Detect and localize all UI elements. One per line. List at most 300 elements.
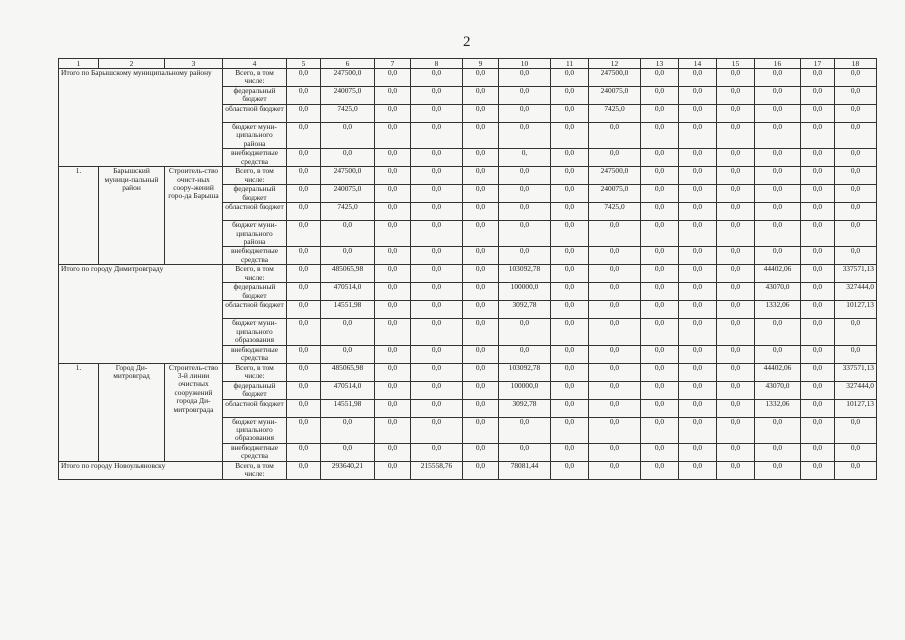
value-cell: 0,0 bbox=[411, 123, 463, 149]
value-cell: 0,0 bbox=[375, 301, 411, 319]
value-cell: 0,0 bbox=[375, 167, 411, 185]
value-cell: 0,0 bbox=[463, 345, 499, 363]
value-cell: 0,0 bbox=[411, 301, 463, 319]
value-cell: 0,0 bbox=[679, 87, 717, 105]
value-cell: 0,0 bbox=[375, 381, 411, 399]
value-cell: 0,0 bbox=[375, 265, 411, 283]
value-cell: 0,0 bbox=[375, 69, 411, 87]
value-cell: 0,0 bbox=[801, 221, 835, 247]
summary-label: Итого по Барышскому муниципальному району bbox=[59, 69, 223, 167]
value-cell: 0,0 bbox=[287, 319, 321, 345]
value-cell: 0,0 bbox=[551, 301, 589, 319]
value-cell: 0,0 bbox=[411, 283, 463, 301]
value-cell: 0,0 bbox=[287, 87, 321, 105]
value-cell: 0,0 bbox=[755, 167, 801, 185]
funding-source-label: Всего, в том числе: bbox=[223, 363, 287, 381]
value-cell: 0,0 bbox=[679, 185, 717, 203]
value-cell: 0,0 bbox=[641, 381, 679, 399]
value-cell: 0,0 bbox=[411, 443, 463, 461]
value-cell: 0,0 bbox=[717, 203, 755, 221]
value-cell: 0,0 bbox=[641, 399, 679, 417]
value-cell: 0,0 bbox=[551, 265, 589, 283]
value-cell: 0,0 bbox=[835, 167, 877, 185]
value-cell: 0,0 bbox=[375, 363, 411, 381]
value-cell: 0,0 bbox=[755, 105, 801, 123]
value-cell: 0,0 bbox=[679, 203, 717, 221]
value-cell: 0,0 bbox=[287, 417, 321, 443]
value-cell: 0,0 bbox=[463, 203, 499, 221]
column-header: 18 bbox=[835, 59, 877, 69]
funding-source-label: областной бюджет bbox=[223, 301, 287, 319]
value-cell: 0,0 bbox=[679, 301, 717, 319]
value-cell: 0,0 bbox=[551, 399, 589, 417]
value-cell: 0,0 bbox=[641, 185, 679, 203]
value-cell: 0,0 bbox=[287, 283, 321, 301]
value-cell: 0,0 bbox=[679, 345, 717, 363]
funding-source-label: внебюджетные средства bbox=[223, 443, 287, 461]
value-cell: 327444,0 bbox=[835, 283, 877, 301]
value-cell: 0,0 bbox=[411, 149, 463, 167]
value-cell: 0,0 bbox=[463, 221, 499, 247]
value-cell: 0,0 bbox=[287, 149, 321, 167]
value-cell: 0,0 bbox=[717, 345, 755, 363]
value-cell: 0,0 bbox=[499, 345, 551, 363]
value-cell: 14551,98 bbox=[321, 301, 375, 319]
value-cell: 337571,13 bbox=[835, 363, 877, 381]
summary-row bbox=[59, 69, 877, 87]
value-cell: 0,0 bbox=[375, 123, 411, 149]
column-header: 5 bbox=[287, 59, 321, 69]
value-cell: 0,0 bbox=[679, 381, 717, 399]
value-cell: 0,0 bbox=[551, 417, 589, 443]
value-cell: 0,0 bbox=[463, 123, 499, 149]
value-cell: 0,0 bbox=[835, 87, 877, 105]
value-cell: 7425,0 bbox=[321, 105, 375, 123]
value-cell: 0,0 bbox=[411, 247, 463, 265]
value-cell: 14551,98 bbox=[321, 399, 375, 417]
value-cell: 0,0 bbox=[287, 265, 321, 283]
value-cell: 0,0 bbox=[835, 123, 877, 149]
value-cell: 1332,06 bbox=[755, 399, 801, 417]
value-cell: 0,0 bbox=[755, 123, 801, 149]
funding-source-label: Всего, в том числе: bbox=[223, 69, 287, 87]
value-cell: 0,0 bbox=[717, 363, 755, 381]
value-cell: 0,0 bbox=[801, 399, 835, 417]
value-cell: 0,0 bbox=[717, 265, 755, 283]
value-cell: 0,0 bbox=[717, 319, 755, 345]
value-cell: 0,0 bbox=[411, 417, 463, 443]
value-cell: 0,0 bbox=[551, 167, 589, 185]
value-cell: 0,0 bbox=[755, 87, 801, 105]
value-cell: 0,0 bbox=[589, 283, 641, 301]
value-cell: 0,0 bbox=[755, 417, 801, 443]
value-cell: 0,0 bbox=[801, 69, 835, 87]
value-cell: 0,0 bbox=[463, 301, 499, 319]
value-cell: 1332,06 bbox=[755, 301, 801, 319]
funding-source-label: внебюджетные средства bbox=[223, 247, 287, 265]
value-cell: 485065,98 bbox=[321, 265, 375, 283]
value-cell: 0,0 bbox=[287, 363, 321, 381]
value-cell: 0,0 bbox=[411, 69, 463, 87]
value-cell: 0,0 bbox=[287, 443, 321, 461]
value-cell: 103092,78 bbox=[499, 265, 551, 283]
value-cell: 3092,78 bbox=[499, 301, 551, 319]
value-cell: 0,0 bbox=[411, 185, 463, 203]
value-cell: 0,0 bbox=[287, 345, 321, 363]
value-cell: 0,0 bbox=[463, 265, 499, 283]
funding-source-label: областной бюджет bbox=[223, 203, 287, 221]
value-cell: 0,0 bbox=[835, 105, 877, 123]
value-cell: 0,0 bbox=[641, 247, 679, 265]
column-header: 15 bbox=[717, 59, 755, 69]
value-cell: 0,0 bbox=[641, 265, 679, 283]
value-cell: 0,0 bbox=[801, 87, 835, 105]
value-cell: 0,0 bbox=[287, 381, 321, 399]
value-cell: 0,0 bbox=[499, 247, 551, 265]
column-header: 7 bbox=[375, 59, 411, 69]
column-header: 11 bbox=[551, 59, 589, 69]
value-cell: 0,0 bbox=[499, 167, 551, 185]
value-cell: 0,0 bbox=[551, 247, 589, 265]
funding-source-label: бюджет муни-ципального образования bbox=[223, 417, 287, 443]
value-cell: 10127,13 bbox=[835, 399, 877, 417]
value-cell: 0,0 bbox=[551, 461, 589, 479]
item-name: Строитель-ство 3-й линии очистных сооружений города Ди-митровграда bbox=[165, 363, 223, 461]
value-cell: 0,0 bbox=[589, 399, 641, 417]
value-cell: 10127,13 bbox=[835, 301, 877, 319]
value-cell: 0,0 bbox=[679, 265, 717, 283]
value-cell: 0,0 bbox=[321, 247, 375, 265]
funding-source-label: Всего, в том числе: bbox=[223, 167, 287, 185]
value-cell: 0,0 bbox=[835, 69, 877, 87]
value-cell: 0,0 bbox=[801, 185, 835, 203]
value-cell: 0,0 bbox=[375, 443, 411, 461]
value-cell: 100000,0 bbox=[499, 381, 551, 399]
value-cell: 0,0 bbox=[411, 319, 463, 345]
value-cell: 0,0 bbox=[375, 461, 411, 479]
value-cell: 0,0 bbox=[463, 417, 499, 443]
value-cell: 7425,0 bbox=[321, 203, 375, 221]
value-cell: 0,0 bbox=[835, 221, 877, 247]
item-number: 1. bbox=[59, 167, 99, 265]
value-cell: 240075,0 bbox=[321, 185, 375, 203]
value-cell: 100000,0 bbox=[499, 283, 551, 301]
value-cell: 103092,78 bbox=[499, 363, 551, 381]
value-cell: 0,0 bbox=[375, 319, 411, 345]
value-cell: 0,0 bbox=[641, 105, 679, 123]
column-header: 6 bbox=[321, 59, 375, 69]
value-cell: 470514,0 bbox=[321, 381, 375, 399]
funding-source-label: областной бюджет bbox=[223, 399, 287, 417]
value-cell: 0,0 bbox=[835, 443, 877, 461]
item-row bbox=[59, 167, 877, 185]
value-cell: 0,0 bbox=[801, 149, 835, 167]
value-cell: 0,0 bbox=[835, 149, 877, 167]
value-cell: 0,0 bbox=[589, 461, 641, 479]
value-cell: 0,0 bbox=[551, 123, 589, 149]
value-cell: 0,0 bbox=[411, 345, 463, 363]
value-cell: 0,0 bbox=[589, 149, 641, 167]
value-cell: 0,0 bbox=[287, 185, 321, 203]
value-cell: 485065,98 bbox=[321, 363, 375, 381]
value-cell: 0,0 bbox=[801, 319, 835, 345]
column-header: 8 bbox=[411, 59, 463, 69]
column-header: 13 bbox=[641, 59, 679, 69]
value-cell: 0,0 bbox=[499, 443, 551, 461]
value-cell: 0,0 bbox=[287, 69, 321, 87]
value-cell: 327444,0 bbox=[835, 381, 877, 399]
value-cell: 0,0 bbox=[551, 203, 589, 221]
value-cell: 0,0 bbox=[679, 443, 717, 461]
column-number-row bbox=[59, 59, 877, 69]
value-cell: 0,0 bbox=[641, 363, 679, 381]
value-cell: 0,0 bbox=[755, 69, 801, 87]
item-location: Барышский муници-пальный район bbox=[99, 167, 165, 265]
value-cell: 0,0 bbox=[801, 301, 835, 319]
value-cell: 0,0 bbox=[717, 221, 755, 247]
value-cell: 0,0 bbox=[411, 399, 463, 417]
value-cell: 0,0 bbox=[641, 149, 679, 167]
value-cell: 0,0 bbox=[641, 87, 679, 105]
value-cell: 0,0 bbox=[287, 123, 321, 149]
funding-source-label: федеральный бюджет bbox=[223, 381, 287, 399]
value-cell: 0,0 bbox=[375, 105, 411, 123]
value-cell: 0,0 bbox=[641, 345, 679, 363]
value-cell: 0,0 bbox=[551, 283, 589, 301]
value-cell: 0,0 bbox=[717, 105, 755, 123]
value-cell: 0,0 bbox=[717, 123, 755, 149]
value-cell: 0,0 bbox=[641, 417, 679, 443]
value-cell: 0,0 bbox=[801, 417, 835, 443]
column-header: 12 bbox=[589, 59, 641, 69]
column-header: 16 bbox=[755, 59, 801, 69]
column-header: 10 bbox=[499, 59, 551, 69]
value-cell: 0,0 bbox=[589, 123, 641, 149]
column-header: 14 bbox=[679, 59, 717, 69]
column-header: 9 bbox=[463, 59, 499, 69]
value-cell: 44402,06 bbox=[755, 265, 801, 283]
value-cell: 0,0 bbox=[551, 185, 589, 203]
value-cell: 0,0 bbox=[499, 203, 551, 221]
value-cell: 0,0 bbox=[679, 221, 717, 247]
value-cell: 470514,0 bbox=[321, 283, 375, 301]
value-cell: 337571,13 bbox=[835, 265, 877, 283]
value-cell: 0,0 bbox=[499, 185, 551, 203]
value-cell: 0,0 bbox=[641, 69, 679, 87]
column-header: 17 bbox=[801, 59, 835, 69]
value-cell: 0,0 bbox=[411, 105, 463, 123]
value-cell: 293640,21 bbox=[321, 461, 375, 479]
value-cell: 44402,06 bbox=[755, 363, 801, 381]
value-cell: 0,0 bbox=[321, 417, 375, 443]
value-cell: 0,0 bbox=[641, 221, 679, 247]
value-cell: 0,0 bbox=[287, 221, 321, 247]
page-number: 2 bbox=[463, 34, 471, 50]
value-cell: 0,0 bbox=[755, 221, 801, 247]
value-cell: 0,0 bbox=[755, 185, 801, 203]
value-cell: 0,0 bbox=[375, 399, 411, 417]
value-cell: 0, bbox=[499, 149, 551, 167]
value-cell: 0,0 bbox=[287, 301, 321, 319]
value-cell: 0,0 bbox=[589, 381, 641, 399]
value-cell: 0,0 bbox=[375, 149, 411, 167]
value-cell: 240075,0 bbox=[589, 87, 641, 105]
value-cell: 0,0 bbox=[717, 301, 755, 319]
value-cell: 0,0 bbox=[835, 345, 877, 363]
value-cell: 0,0 bbox=[801, 345, 835, 363]
value-cell: 0,0 bbox=[755, 203, 801, 221]
value-cell: 0,0 bbox=[835, 319, 877, 345]
summary-label: Итого по городу Димитровграду bbox=[59, 265, 223, 363]
value-cell: 0,0 bbox=[679, 123, 717, 149]
column-header: 2 bbox=[99, 59, 165, 69]
value-cell: 0,0 bbox=[551, 363, 589, 381]
value-cell: 0,0 bbox=[679, 461, 717, 479]
value-cell: 0,0 bbox=[463, 69, 499, 87]
value-cell: 0,0 bbox=[755, 345, 801, 363]
value-cell: 0,0 bbox=[641, 301, 679, 319]
budget-table bbox=[58, 58, 877, 480]
value-cell: 0,0 bbox=[755, 461, 801, 479]
value-cell: 0,0 bbox=[679, 319, 717, 345]
value-cell: 3092,78 bbox=[499, 399, 551, 417]
value-cell: 247500,0 bbox=[321, 69, 375, 87]
value-cell: 0,0 bbox=[641, 319, 679, 345]
funding-source-label: Всего, в том числе: bbox=[223, 265, 287, 283]
value-cell: 0,0 bbox=[375, 185, 411, 203]
value-cell: 0,0 bbox=[499, 319, 551, 345]
value-cell: 0,0 bbox=[551, 69, 589, 87]
value-cell: 0,0 bbox=[755, 319, 801, 345]
funding-source-label: бюджет муни-ципального образования bbox=[223, 319, 287, 345]
value-cell: 0,0 bbox=[551, 105, 589, 123]
value-cell: 0,0 bbox=[499, 69, 551, 87]
column-header: 1 bbox=[59, 59, 99, 69]
value-cell: 0,0 bbox=[375, 417, 411, 443]
value-cell: 0,0 bbox=[463, 283, 499, 301]
value-cell: 78081,44 bbox=[499, 461, 551, 479]
funding-source-label: бюджет муни-ципального района bbox=[223, 221, 287, 247]
summary-label: Итого по городу Новоульяновску bbox=[59, 461, 223, 479]
value-cell: 0,0 bbox=[641, 283, 679, 301]
value-cell: 0,0 bbox=[801, 247, 835, 265]
value-cell: 0,0 bbox=[835, 203, 877, 221]
value-cell: 0,0 bbox=[499, 87, 551, 105]
column-header: 4 bbox=[223, 59, 287, 69]
value-cell: 0,0 bbox=[679, 363, 717, 381]
value-cell: 247500,0 bbox=[589, 69, 641, 87]
value-cell: 0,0 bbox=[463, 167, 499, 185]
value-cell: 0,0 bbox=[679, 167, 717, 185]
value-cell: 0,0 bbox=[463, 363, 499, 381]
value-cell: 0,0 bbox=[463, 87, 499, 105]
value-cell: 0,0 bbox=[717, 417, 755, 443]
value-cell: 0,0 bbox=[835, 247, 877, 265]
value-cell: 0,0 bbox=[717, 443, 755, 461]
value-cell: 0,0 bbox=[499, 417, 551, 443]
value-cell: 0,0 bbox=[717, 247, 755, 265]
value-cell: 0,0 bbox=[499, 221, 551, 247]
value-cell: 0,0 bbox=[551, 87, 589, 105]
value-cell: 0,0 bbox=[717, 461, 755, 479]
value-cell: 0,0 bbox=[411, 221, 463, 247]
value-cell: 0,0 bbox=[411, 381, 463, 399]
funding-source-label: федеральный бюджет bbox=[223, 283, 287, 301]
value-cell: 0,0 bbox=[375, 203, 411, 221]
value-cell: 0,0 bbox=[287, 461, 321, 479]
value-cell: 0,0 bbox=[801, 167, 835, 185]
value-cell: 0,0 bbox=[801, 283, 835, 301]
value-cell: 0,0 bbox=[287, 203, 321, 221]
item-row bbox=[59, 363, 877, 381]
value-cell: 0,0 bbox=[835, 461, 877, 479]
value-cell: 247500,0 bbox=[321, 167, 375, 185]
value-cell: 0,0 bbox=[717, 87, 755, 105]
value-cell: 7425,0 bbox=[589, 203, 641, 221]
value-cell: 0,0 bbox=[589, 319, 641, 345]
value-cell: 0,0 bbox=[641, 203, 679, 221]
value-cell: 0,0 bbox=[679, 399, 717, 417]
value-cell: 0,0 bbox=[755, 443, 801, 461]
value-cell: 0,0 bbox=[679, 417, 717, 443]
value-cell: 0,0 bbox=[679, 283, 717, 301]
summary-row bbox=[59, 461, 877, 479]
value-cell: 0,0 bbox=[499, 123, 551, 149]
funding-source-label: федеральный бюджет bbox=[223, 185, 287, 203]
value-cell: 0,0 bbox=[375, 283, 411, 301]
value-cell: 7425,0 bbox=[589, 105, 641, 123]
value-cell: 0,0 bbox=[717, 69, 755, 87]
value-cell: 0,0 bbox=[463, 443, 499, 461]
value-cell: 0,0 bbox=[551, 149, 589, 167]
funding-source-label: областной бюджет bbox=[223, 105, 287, 123]
value-cell: 0,0 bbox=[551, 381, 589, 399]
item-number: 1. bbox=[59, 363, 99, 461]
value-cell: 0,0 bbox=[801, 123, 835, 149]
item-location: Город Ди-митровград bbox=[99, 363, 165, 461]
value-cell: 43070,0 bbox=[755, 283, 801, 301]
value-cell: 215558,76 bbox=[411, 461, 463, 479]
value-cell: 0,0 bbox=[679, 247, 717, 265]
value-cell: 0,0 bbox=[287, 399, 321, 417]
value-cell: 43070,0 bbox=[755, 381, 801, 399]
value-cell: 0,0 bbox=[641, 123, 679, 149]
value-cell: 0,0 bbox=[411, 363, 463, 381]
item-name: Строитель-ство очист-ных соору-жений горо-да Барыша bbox=[165, 167, 223, 265]
value-cell: 0,0 bbox=[463, 399, 499, 417]
value-cell: 0,0 bbox=[717, 381, 755, 399]
value-cell: 0,0 bbox=[801, 203, 835, 221]
value-cell: 0,0 bbox=[321, 123, 375, 149]
value-cell: 0,0 bbox=[589, 345, 641, 363]
value-cell: 0,0 bbox=[375, 345, 411, 363]
value-cell: 0,0 bbox=[463, 319, 499, 345]
value-cell: 0,0 bbox=[287, 105, 321, 123]
value-cell: 0,0 bbox=[287, 247, 321, 265]
funding-source-label: федеральный бюджет bbox=[223, 87, 287, 105]
value-cell: 0,0 bbox=[551, 345, 589, 363]
funding-source-label: Всего, в том числе: bbox=[223, 461, 287, 479]
value-cell: 0,0 bbox=[589, 247, 641, 265]
value-cell: 0,0 bbox=[755, 149, 801, 167]
value-cell: 0,0 bbox=[589, 443, 641, 461]
value-cell: 0,0 bbox=[679, 105, 717, 123]
value-cell: 0,0 bbox=[375, 247, 411, 265]
value-cell: 0,0 bbox=[375, 87, 411, 105]
value-cell: 0,0 bbox=[717, 149, 755, 167]
value-cell: 0,0 bbox=[463, 105, 499, 123]
value-cell: 0,0 bbox=[835, 185, 877, 203]
